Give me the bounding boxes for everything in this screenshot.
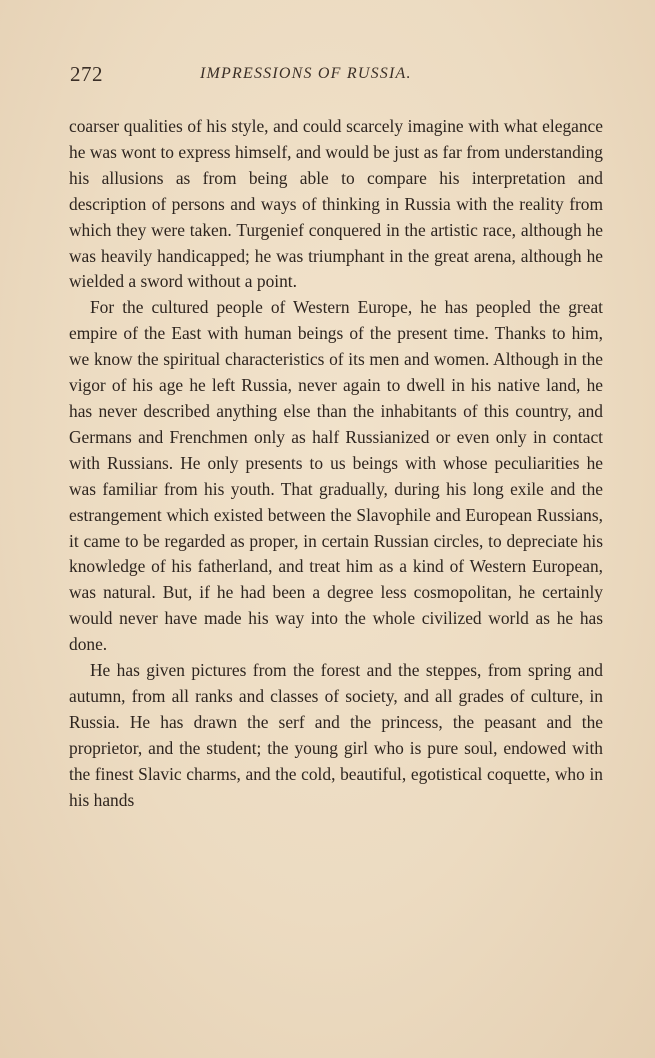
running-title: IMPRESSIONS OF RUSSIA. — [200, 65, 412, 82]
body-text — [69, 114, 603, 813]
paragraph-western-europe: For the cultured people of Western Europe, he has peopled the great empire of the East with human beings of the present time. Thanks to him, we know the spiritual characteristics of its men and women. Although in the vigor of his age he left Russia, never again to dwell in his native land, he has never described anything else than the inhabitants of this country, and Germans and Frenchmen only as half Russianized or even only in contact with Russians. He only presents to us beings with whose peculiarities he was familiar from his youth. That gradually, during his long exile and the estrangement which existed between the Slavophile and European Russians, it came to be regarded as proper, in certain Russian circles, to depreciate his knowledge of his fatherland, and treat him as a kind of Western European, was natural. But, if he had been a degree less cosmopolitan, he certainly would never have made his way into the whole civilized world as he has done. — [69, 297, 603, 655]
running-head — [68, 62, 604, 90]
paragraph-pictures: He has given pictures from the forest and the steppes, from spring and autumn, from all ranks and classes of society, and all grades of culture, in Russia. He has drawn the serf and the princess, the peasant and the proprietor, and the student; the young girl who is pure soul, endowed with the finest Slavic charms, and the cold, beautiful, egotistical coquette, who in his hands — [69, 660, 603, 810]
page-number: 272 — [70, 62, 103, 86]
paragraph-continued: coarser qualities of his style, and could scarcely imagine with what elegance he was wont to express himself, and would be just as far from understanding his allusions as from being able to compare his interpretation and description of persons and ways of thinking in Russia with the reality from which they were taken. Turgenief conquered in the artistic race, although he was heavily handicapped; he was triumphant in the great arena, although he wielded a sword without a point. — [69, 116, 603, 292]
